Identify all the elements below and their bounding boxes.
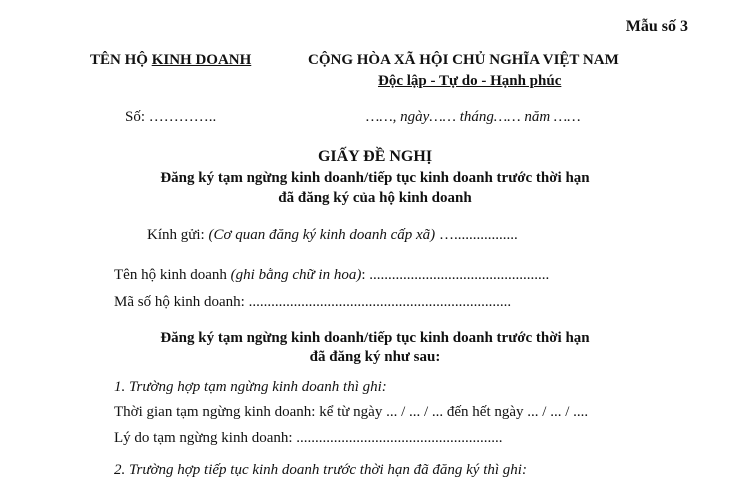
recipient-line: [147, 227, 518, 244]
document-number: Số: …………..: [125, 109, 217, 125]
suspension-reason-field: Lý do tạm ngừng kinh doanh: .......................................................: [114, 430, 503, 446]
household-name-dots: : ................................................: [361, 267, 550, 283]
recipient-dots: ….................: [435, 227, 518, 243]
case-2-title: 2. Trường hợp tiếp tục kinh doanh trước thời hạn đã đăng ký thì ghi:: [114, 462, 527, 478]
national-title: CỘNG HÒA XÃ HỘI CHỦ NGHĨA VIỆT NAM: [308, 52, 619, 68]
section-heading-line2: đã đăng ký như sau:: [309, 349, 441, 365]
national-motto: Độc lập - Tự do - Hạnh phúc: [378, 73, 562, 89]
recipient-label: Kính gửi:: [147, 227, 209, 243]
document-subtitle-line1: Đăng ký tạm ngừng kinh doanh/tiếp tục kinh doanh trước thời hạn: [160, 170, 590, 186]
case-1-title: 1. Trường hợp tạm ngừng kinh doanh thì ghi:: [114, 379, 387, 395]
form-number: Mẫu số 3: [625, 18, 688, 35]
date-line: ……, ngày…… tháng…… năm ……: [366, 109, 581, 125]
recipient-note: (Cơ quan đăng ký kinh doanh cấp xã): [208, 227, 436, 243]
document-title: GIẤY ĐỀ NGHỊ: [317, 148, 433, 165]
household-header-part2: KINH DOANH: [151, 52, 252, 68]
document-subtitle-line2: đã đăng ký của hộ kinh doanh: [278, 190, 472, 206]
suspension-period-field: Thời gian tạm ngừng kinh doanh: kể từ ngày ... / ... / ... đến hết ngày ... / ... / ....: [114, 404, 589, 420]
household-name-label: Tên hộ kinh doanh: [114, 267, 231, 283]
household-header-part1: TÊN HỘ: [90, 52, 152, 68]
household-code-field: Mã số hộ kinh doanh: ......................................................................: [114, 294, 512, 310]
household-name-field: [114, 267, 549, 284]
household-name-header: [90, 52, 251, 69]
section-heading-line1: Đăng ký tạm ngừng kinh doanh/tiếp tục kinh doanh trước thời hạn: [160, 330, 590, 346]
household-name-note: (ghi bằng chữ in hoa): [230, 267, 362, 283]
